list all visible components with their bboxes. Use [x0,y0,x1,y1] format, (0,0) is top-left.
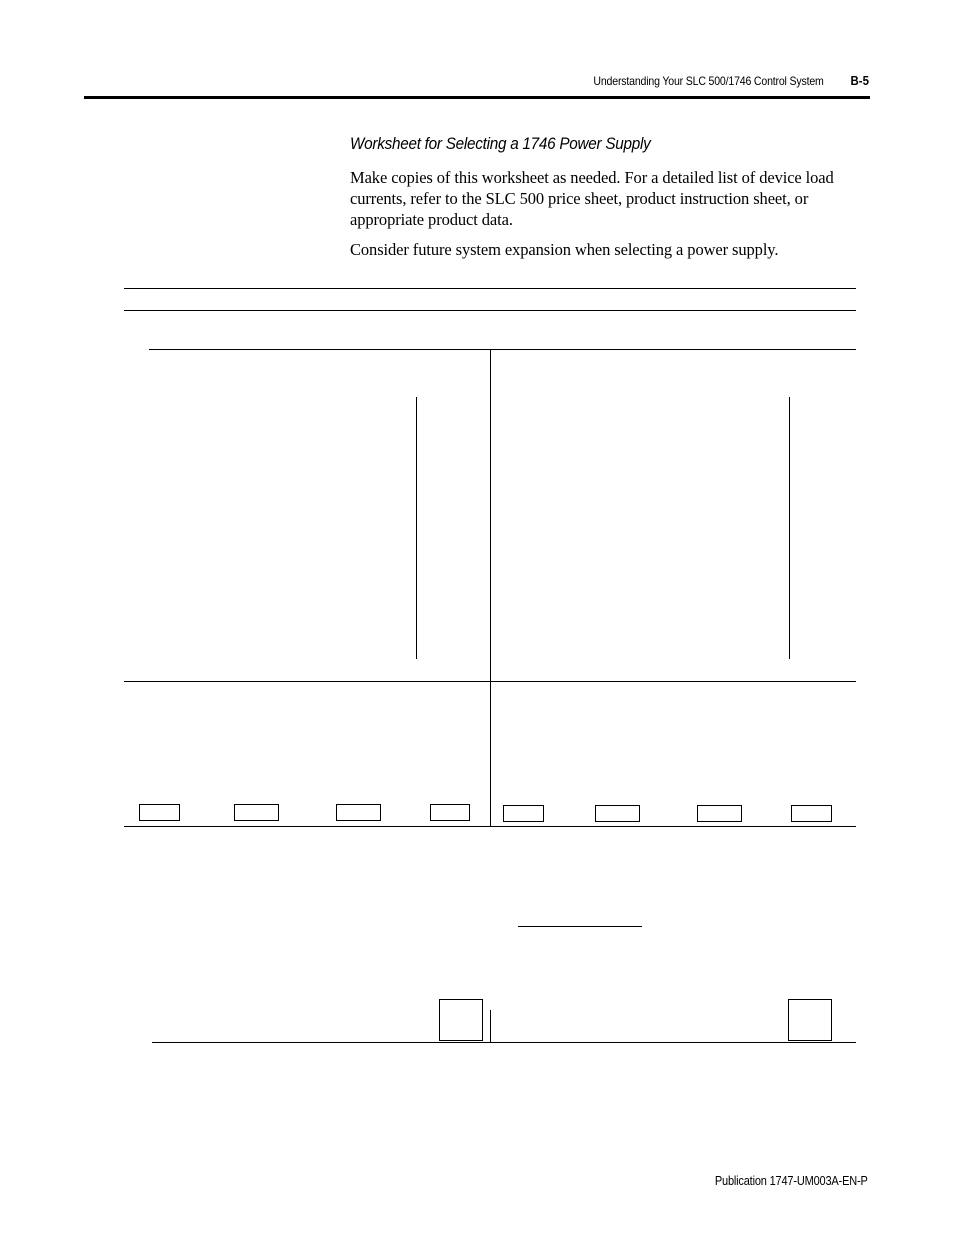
power-supply-entry-line[interactable] [518,926,642,927]
selection-center-divider [490,1010,491,1042]
intro-paragraph: Make copies of this worksheet as needed. For a detailed list of device load currents, refer to the SLC 500 price sheet, product instruction sheet, or appropriate product data. [350,168,834,229]
right-total-box-3[interactable] [697,805,742,822]
right-column-divider [789,397,790,659]
table-subheader-rule [149,349,856,350]
right-power-supply-box[interactable] [788,999,832,1041]
right-total-box-1[interactable] [503,805,544,822]
header-rule [84,96,870,99]
right-total-box-2[interactable] [595,805,640,822]
table-subtotal-rule [124,681,856,682]
table-center-divider [490,349,491,827]
right-total-box-4[interactable] [791,805,832,822]
expansion-note-paragraph: Consider future system expansion when selecting a power supply. [350,240,779,259]
page-number: B-5 [850,73,869,88]
left-total-box-1[interactable] [139,804,180,821]
running-header-title: Understanding Your SLC 500/1746 Control System [593,74,824,88]
left-power-supply-box[interactable] [439,999,483,1041]
selection-bottom-rule [152,1042,856,1043]
section-title: Worksheet for Selecting a 1746 Power Supply [350,134,651,153]
left-column-divider [416,397,417,659]
table-header-rule [124,310,856,311]
publication-number: Publication 1747-UM003A-EN-P [715,1174,868,1188]
table-top-rule [124,288,856,289]
table-bottom-rule [124,826,856,827]
left-total-box-3[interactable] [336,804,381,821]
left-total-box-4[interactable] [430,804,470,821]
left-total-box-2[interactable] [234,804,279,821]
